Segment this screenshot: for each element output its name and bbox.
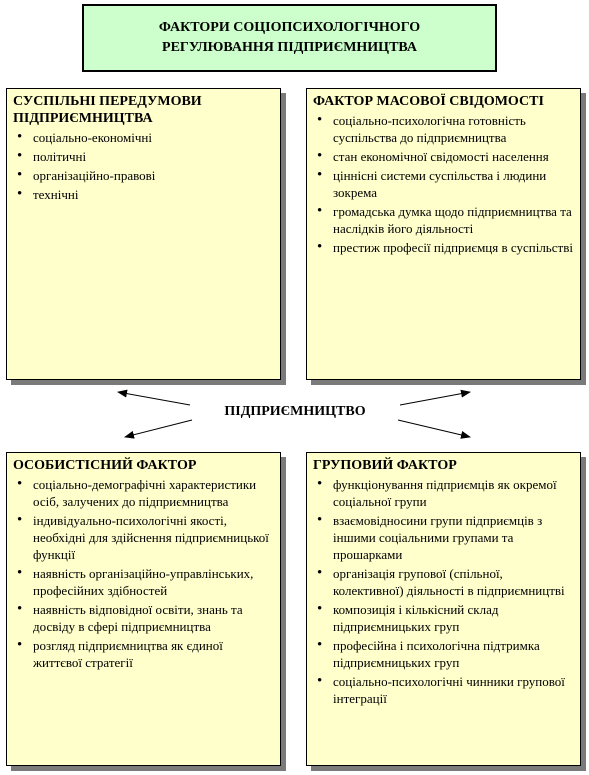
center-entrepreneurship-label: ПІДПРИЄМНИЦТВО <box>224 404 366 419</box>
group-factor-heading: ГРУПОВИЙ ФАКТОР <box>313 458 457 473</box>
arrow-to-social <box>118 392 190 405</box>
list-item: • стан економічної свідомості населення <box>313 148 574 165</box>
group-factor-list <box>313 476 574 707</box>
list-item: • ціннісні системи суспільства і людини зокрема <box>313 167 574 201</box>
diagram-title-line-2: РЕГУЛЮВАННЯ ПІДПРИЄМНИЦТВА <box>162 40 417 55</box>
list-item: • композиція і кількісний склад підприємницьких груп <box>313 601 574 635</box>
mass-consciousness-heading: ФАКТОР МАСОВОЇ СВІДОМОСТІ <box>313 94 544 109</box>
mass-consciousness-box <box>306 88 581 380</box>
list-item: • взаємовідносини групи підприємців з іншими соціальними групами та прошарками <box>313 512 574 563</box>
arrow-to-group <box>398 420 470 437</box>
list-item: • соціально-демографічні характеристики осіб, залучених до підприємництва <box>13 476 274 510</box>
list-item: • соціально-економічні <box>13 129 274 146</box>
social-prerequisites-heading: СУСПІЛЬНІ ПЕРЕДУМОВИ ПІДПРИЄМНИЦТВА <box>13 94 202 126</box>
list-item: • організація групової (спільної, колективної) діяльності в підприємництві <box>313 565 574 599</box>
personal-factor-heading: ОСОБИСТІСНИЙ ФАКТОР <box>13 458 197 473</box>
diagram-title-line-1: ФАКТОРИ СОЦІОПСИХОЛОГІЧНОГО <box>158 20 421 35</box>
list-item: • професійна і психологічна підтримка підприємницьких груп <box>313 637 574 671</box>
list-item: • соціально-психологічні чинники групової інтеграції <box>313 673 574 707</box>
list-item: • індивідуально-психологічні якості, необхідні для здійснення підприємницької функції <box>13 512 274 563</box>
list-item: • престиж професії підприємця в суспільстві <box>313 239 574 256</box>
personal-factor-box <box>6 452 281 766</box>
list-item: • наявність відповідної освіти, знань та досвіду в сфері підприємництва <box>13 601 274 635</box>
group-factor-box <box>306 452 581 766</box>
list-item: • політичні <box>13 148 274 165</box>
social-prerequisites-box <box>6 88 281 380</box>
list-item: • соціально-психологічна готовність суспільства до підприємництва <box>313 112 574 146</box>
list-item: • розгляд підприємництва як єдиної життєвої стратегії <box>13 637 274 671</box>
list-item: • технічні <box>13 186 274 203</box>
arrow-to-personal <box>125 420 192 437</box>
personal-factor-list <box>13 476 274 671</box>
arrow-to-mass <box>400 392 470 405</box>
list-item: • організаційно-правові <box>13 167 274 184</box>
list-item: • наявність організаційно-управлінських, професійних здібностей <box>13 565 274 599</box>
list-item: • громадська думка щодо підприємництва та наслідків його діяльності <box>313 203 574 237</box>
diagram-title-box <box>82 4 497 72</box>
social-prerequisites-list <box>13 129 274 203</box>
mass-consciousness-list <box>313 112 574 256</box>
list-item: • функціонування підприємців як окремої соціальної групи <box>313 476 574 510</box>
